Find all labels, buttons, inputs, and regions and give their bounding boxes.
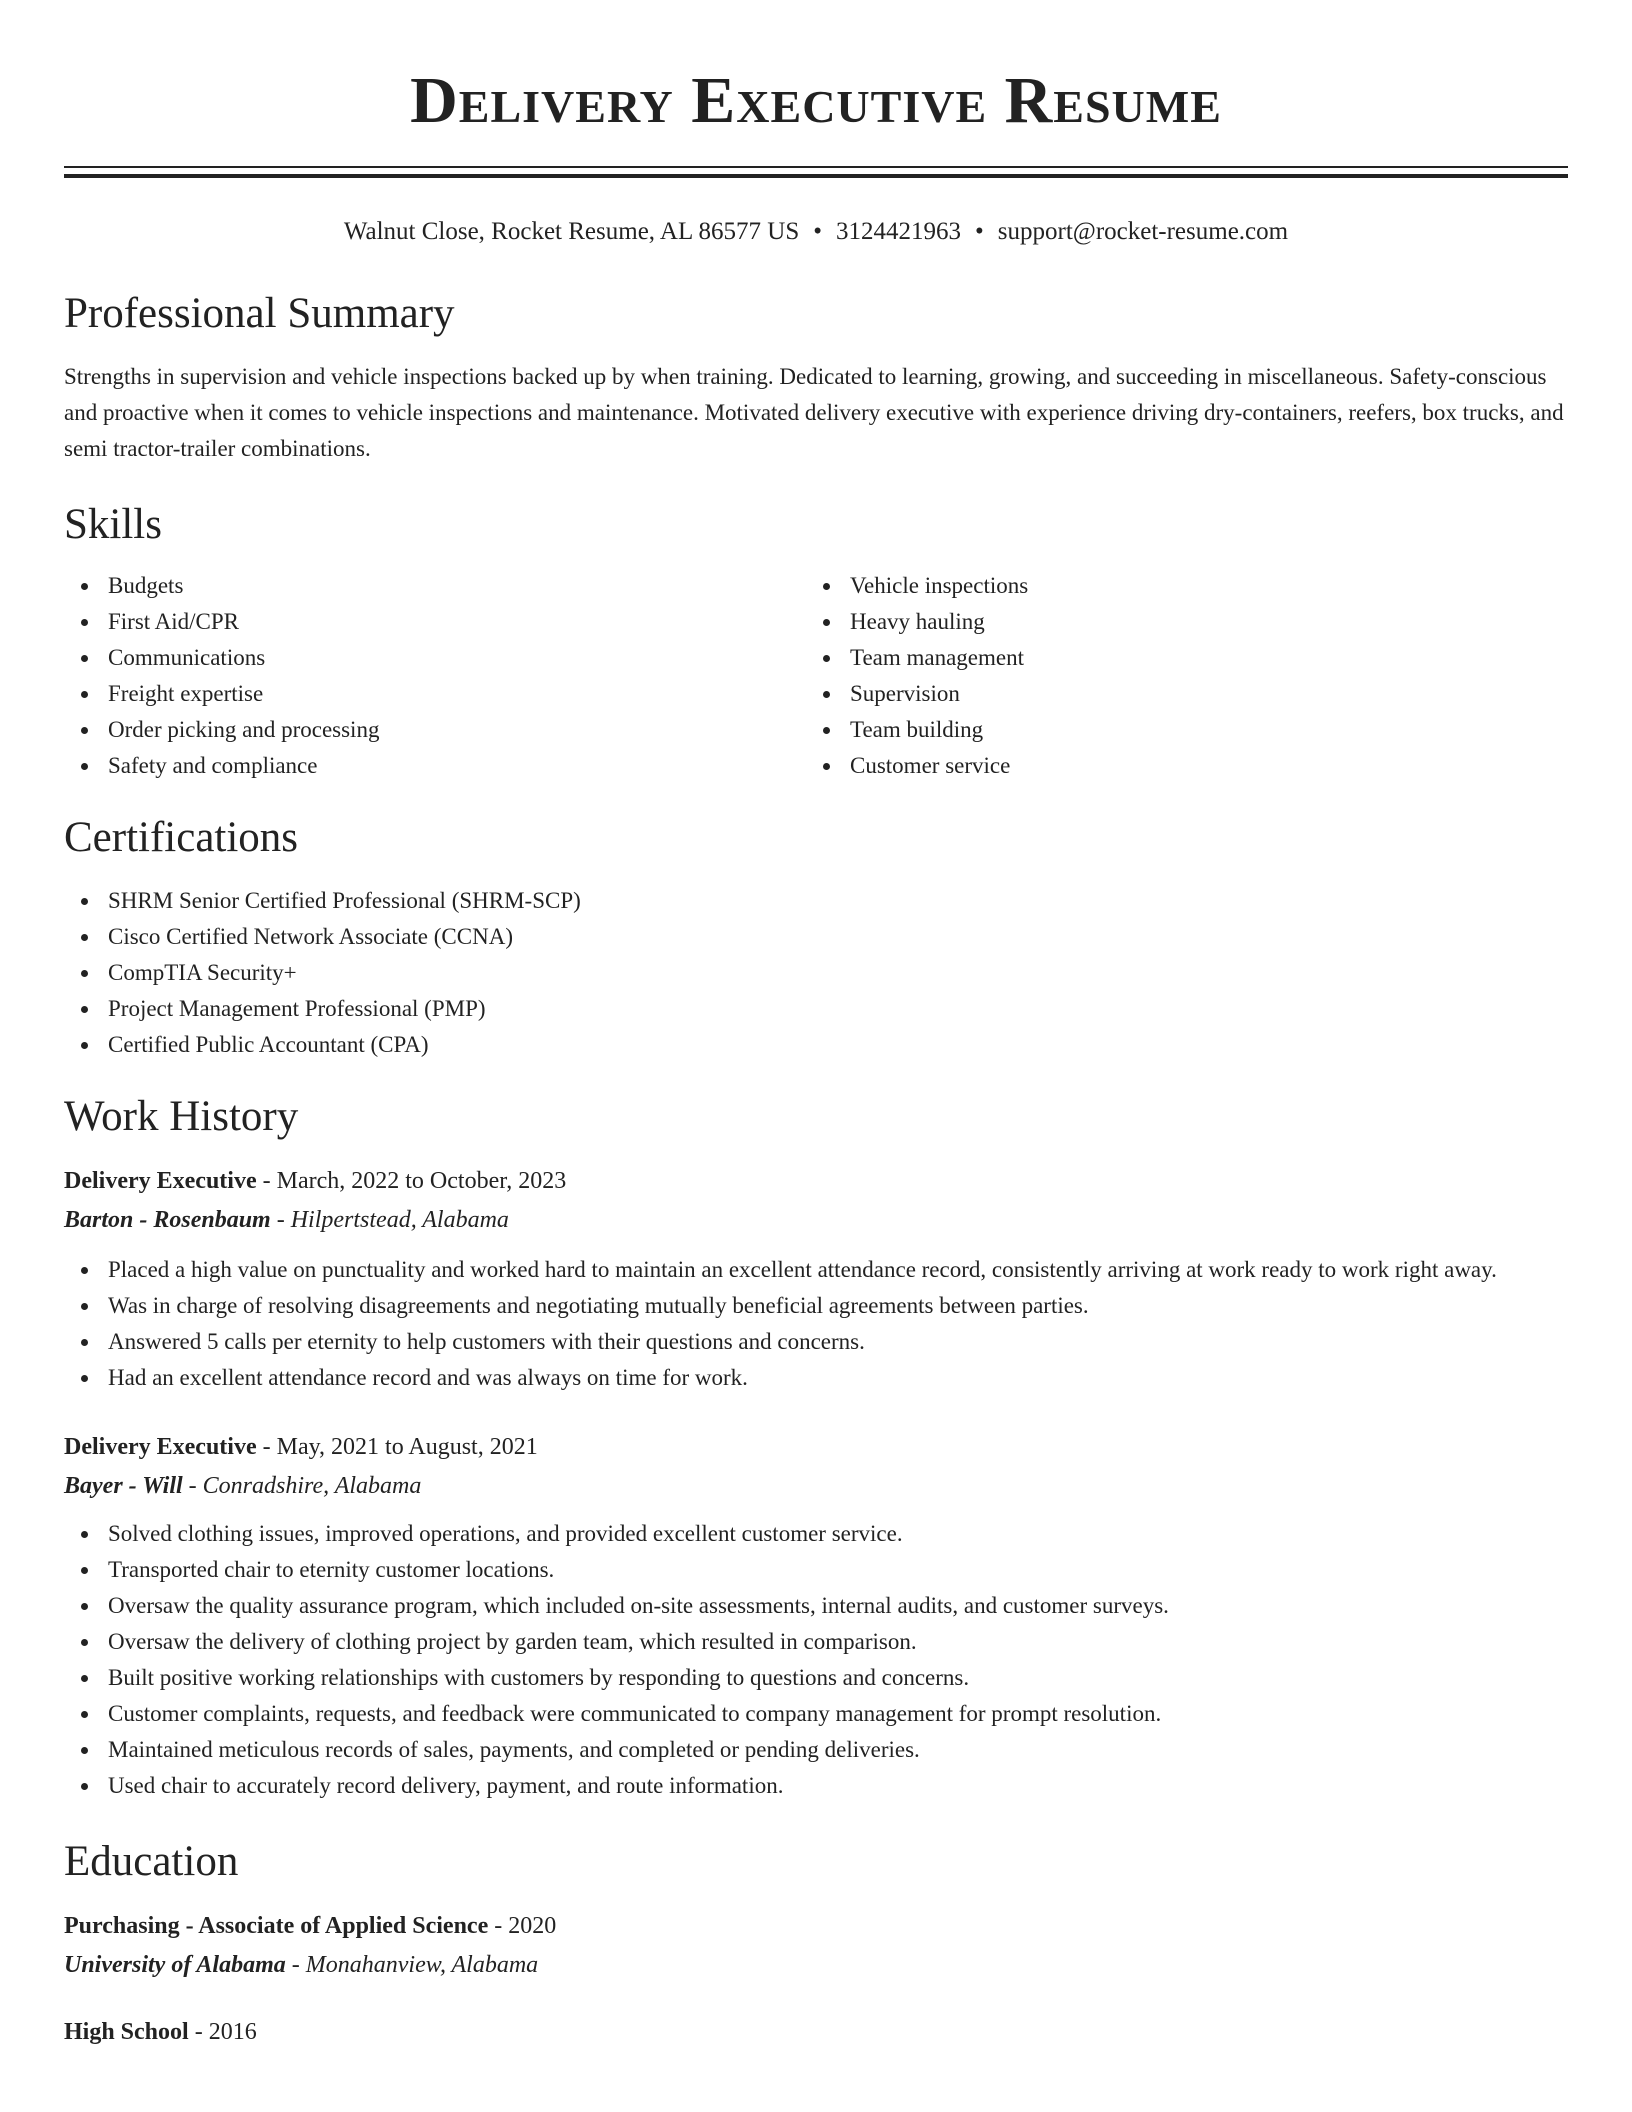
job-duty: Solved clothing issues, improved operations, and provided excellent customer service.: [64, 1516, 1568, 1552]
skills-section: [64, 503, 1568, 784]
job-duties-list: [64, 1252, 1568, 1396]
skill-item: Team management: [806, 640, 1548, 676]
contact-email: support@rocket-resume.com: [997, 218, 1289, 245]
education-entry: [64, 2013, 1568, 2051]
skill-item: Vehicle inspections: [806, 568, 1548, 604]
education-school: University of Alabama: [64, 1952, 286, 1978]
skill-item: Team building: [806, 712, 1548, 748]
skill-item: Freight expertise: [64, 676, 806, 712]
job-dates: March, 2022 to October, 2023: [276, 1168, 567, 1194]
skills-list-right: [806, 568, 1548, 784]
work-history-heading: Work History: [64, 1093, 299, 1140]
job-entry: [64, 1428, 1568, 1804]
certifications-heading: Certifications: [64, 814, 299, 861]
skill-item: Customer service: [806, 748, 1548, 784]
contact-separator: •: [975, 218, 984, 245]
certifications-section: [64, 816, 1568, 1063]
job-header: Delivery Executive - May, 2021 to August, 2021: [64, 1434, 538, 1460]
skill-item: Budgets: [64, 568, 806, 604]
education-year: 2016: [208, 2019, 257, 2045]
contact-phone: 3124421963: [836, 218, 962, 245]
skill-item: Safety and compliance: [64, 748, 806, 784]
job-duty: Had an excellent attendance record and was always on time for work.: [64, 1360, 1568, 1396]
job-company: Bayer - Will: [64, 1473, 183, 1499]
job-duty: Placed a high value on punctuality and worked hard to maintain an excellent attendance record, consistently arriving at work ready to work right away.: [64, 1252, 1568, 1288]
certification-item: Certified Public Accountant (CPA): [64, 1027, 1568, 1063]
education-heading: Education: [64, 1838, 239, 1885]
job-employer: Barton - Rosenbaum - Hilpertstead, Alabama: [64, 1207, 509, 1233]
job-duties-list: [64, 1516, 1568, 1804]
certifications-list: [64, 883, 1568, 1063]
education-location: Monahanview, Alabama: [305, 1952, 539, 1978]
education-header: Purchasing - Associate of Applied Science - 2020: [64, 1913, 557, 1939]
job-title: Delivery Executive: [64, 1168, 257, 1194]
job-title: Delivery Executive: [64, 1434, 257, 1460]
education-degree: High School: [64, 2019, 189, 2045]
skill-item: Heavy hauling: [806, 604, 1548, 640]
skills-grid: [64, 568, 1568, 784]
education-entry: [64, 1907, 1568, 1985]
skill-item: Supervision: [806, 676, 1548, 712]
skill-item: Order picking and processing: [64, 712, 806, 748]
skill-item: First Aid/CPR: [64, 604, 806, 640]
certification-item: SHRM Senior Certified Professional (SHRM-SCP): [64, 883, 1568, 919]
certification-item: Cisco Certified Network Associate (CCNA): [64, 919, 1568, 955]
skills-list-left: [64, 568, 806, 784]
education-header: High School - 2016: [64, 2019, 257, 2045]
title-divider: [64, 166, 1568, 178]
job-duty: Oversaw the delivery of clothing project by garden team, which resulted in comparison.: [64, 1624, 1568, 1660]
certification-item: Project Management Professional (PMP): [64, 991, 1568, 1027]
job-duty: Answered 5 calls per eternity to help customers with their questions and concerns.: [64, 1324, 1568, 1360]
job-duty: Was in charge of resolving disagreements and negotiating mutually beneficial agreements between parties.: [64, 1288, 1568, 1324]
resume-title: Delivery Executive Resume: [410, 64, 1222, 137]
contact-address: Walnut Close, Rocket Resume, AL 86577 US: [343, 218, 800, 245]
job-location: Conradshire, Alabama: [202, 1473, 422, 1499]
job-duty: Maintained meticulous records of sales, payments, and completed or pending deliveries.: [64, 1732, 1568, 1768]
job-duty: Built positive working relationships with customers by responding to questions and concerns.: [64, 1660, 1568, 1696]
job-location: Hilpertstead, Alabama: [290, 1207, 509, 1233]
job-duty: Transported chair to eternity customer locations.: [64, 1552, 1568, 1588]
job-duty: Oversaw the quality assurance program, which included on-site assessments, internal audits, and customer surveys.: [64, 1588, 1568, 1624]
education-section: [64, 1840, 1568, 2051]
work-history-section: [64, 1095, 1568, 1804]
contact-line: [64, 216, 1568, 248]
education-institution: University of Alabama - Monahanview, Alabama: [64, 1952, 539, 1978]
job-duty: Used chair to accurately record delivery, payment, and route information.: [64, 1768, 1568, 1804]
job-header: Delivery Executive - March, 2022 to October, 2023: [64, 1168, 567, 1194]
job-employer: Bayer - Will - Conradshire, Alabama: [64, 1473, 422, 1499]
summary-heading: Professional Summary: [64, 290, 455, 337]
job-dates: May, 2021 to August, 2021: [276, 1434, 538, 1460]
education-degree: Purchasing - Associate of Applied Science: [64, 1913, 489, 1939]
education-year: 2020: [508, 1913, 557, 1939]
job-duty: Customer complaints, requests, and feedback were communicated to company management for prompt resolution.: [64, 1696, 1568, 1732]
contact-separator: •: [813, 218, 823, 245]
summary-section: [64, 292, 1568, 467]
skills-heading: Skills: [64, 501, 162, 548]
skill-item: Communications: [64, 640, 806, 676]
summary-text: Strengths in supervision and vehicle inspections backed up by when training. Dedicated to learning, growing, and succeeding in miscellaneous. Safety-conscious and proactive when it comes to vehicle inspections and maintenance. Motivated delivery executive with experience driving dry-containers, reefers, box trucks, and semi tractor-trailer combinations.: [64, 364, 1564, 461]
job-company: Barton - Rosenbaum: [64, 1207, 271, 1233]
job-entry: [64, 1162, 1568, 1396]
certification-item: CompTIA Security+: [64, 955, 1568, 991]
